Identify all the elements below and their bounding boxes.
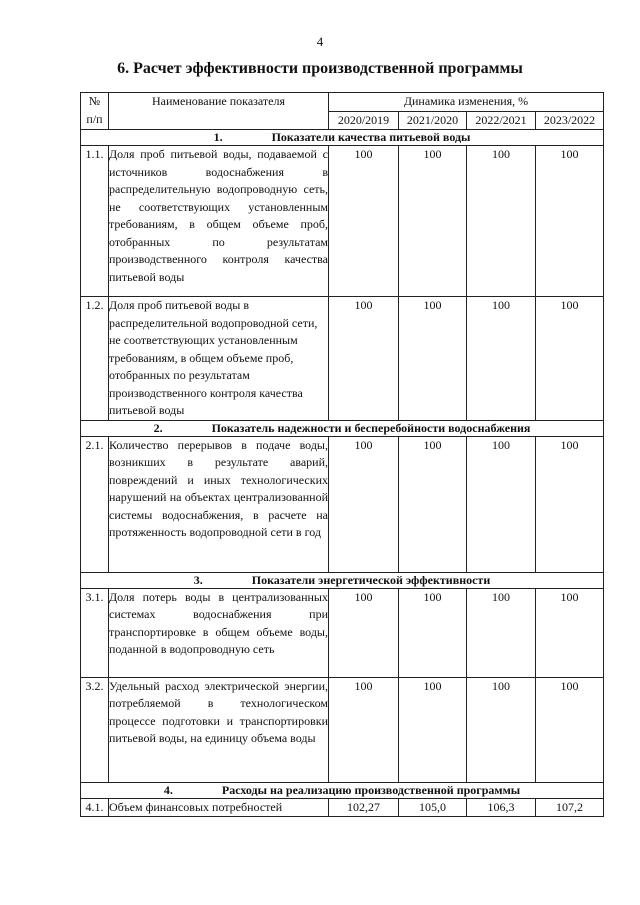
value-cell: 106,3 [467, 798, 536, 817]
column-header-number-label: № п/п [86, 94, 103, 126]
value-cell: 100 [536, 146, 604, 297]
value-cell: 100 [399, 677, 467, 782]
value-cell: 100 [329, 677, 399, 782]
column-header-name: Наименование показателя [109, 93, 329, 130]
row-number: 3.1. [81, 588, 109, 677]
value-cell: 100 [329, 588, 399, 677]
row-number: 1.2. [81, 297, 109, 421]
section-heading: Показатели качества питьевой воды [271, 130, 471, 144]
section-row [81, 130, 604, 146]
section-title: 6. Расчет эффективности производственной программы [117, 60, 523, 77]
year-header: 2020/2019 [329, 111, 399, 130]
value-cell: 100 [536, 297, 604, 421]
value-cell: 100 [329, 297, 399, 421]
indicator-name: Удельный расход электрической энергии, потребляемой в технологическом процессе подготовки и транспортировки питьевой воды, на единицу объема воды [109, 677, 329, 782]
indicator-name: Доля потерь воды в централизованных системах водоснабжения при транспортировке в общем объеме воды, поданной в водопроводную сеть [109, 588, 329, 677]
section-heading: Показатель надежности и бесперебойности водоснабжения [211, 420, 531, 435]
value-cell: 100 [399, 146, 467, 297]
row-number: 2.1. [81, 436, 109, 572]
value-cell: 100 [536, 677, 604, 782]
table-row [81, 146, 604, 297]
value-cell: 100 [536, 588, 604, 677]
value-cell: 100 [399, 436, 467, 572]
indicator-name: Объем финансовых потребностей [109, 798, 329, 817]
section-heading: Показатели энергетической эффективности [251, 572, 491, 587]
page-number: 4 [316, 34, 324, 49]
section-number: 2. [153, 420, 163, 435]
year-header: 2021/2020 [399, 111, 467, 130]
value-cell: 100 [467, 146, 536, 297]
value-cell: 100 [329, 436, 399, 572]
section-number: 1. [213, 130, 223, 144]
indicator-name: Количество перерывов в подаче воды, возникших в результате аварий, повреждений и иных технологических нарушений на объектах централизованной системы водоснабжения, в расчете на протяженность водопроводной сети в год [109, 436, 329, 572]
value-cell: 100 [467, 677, 536, 782]
indicator-name: Доля проб питьевой воды, подаваемой с источников водоснабжения в распределительную водопроводную сеть, не соответствующих установленным требованиям, в общем объеме проб, отобранных по результатам производственного контроля качества питьевой воды [109, 146, 329, 297]
table-row [81, 798, 604, 817]
value-cell: 100 [329, 146, 399, 297]
table-row [81, 297, 604, 421]
value-cell: 107,2 [536, 798, 604, 817]
section-row [81, 782, 604, 798]
indicator-name: Доля проб питьевой воды в распределительной водопроводной сети, не соответствующих установленным требованиям, в общем объеме проб, отобранных по результатам производственного контроля качества питьевой воды [109, 297, 329, 421]
value-cell: 100 [399, 297, 467, 421]
section-row [81, 572, 604, 588]
year-header: 2023/2022 [536, 111, 604, 130]
value-cell: 100 [467, 436, 536, 572]
section-row [81, 420, 604, 436]
row-number: 4.1. [81, 798, 109, 817]
section-number: 3. [193, 572, 203, 587]
row-number: 3.2. [81, 677, 109, 782]
value-cell: 100 [467, 297, 536, 421]
value-cell: 105,0 [399, 798, 467, 817]
value-cell: 100 [467, 588, 536, 677]
table-row [81, 677, 604, 782]
value-cell: 100 [536, 436, 604, 572]
efficiency-table [80, 92, 604, 817]
year-header: 2022/2021 [467, 111, 536, 130]
row-number: 1.1. [81, 146, 109, 297]
section-heading: Расходы на реализацию производственной программы [221, 782, 521, 797]
column-header-number [81, 93, 109, 130]
table-row [81, 436, 604, 572]
value-cell: 102,27 [329, 798, 399, 817]
value-cell: 100 [399, 588, 467, 677]
section-number: 4. [163, 782, 173, 797]
table-row [81, 588, 604, 677]
column-header-dynamics: Динамика изменения, % [329, 93, 604, 112]
